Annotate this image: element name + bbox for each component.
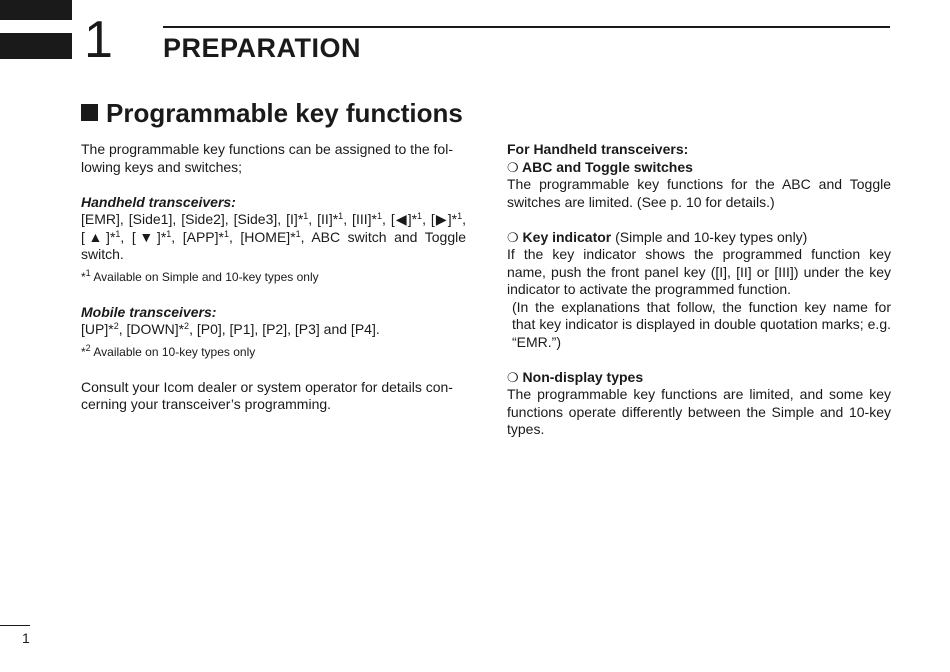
key-text: , [◀]	[381, 211, 412, 227]
circle-bullet-icon: ❍	[507, 369, 519, 385]
page-number: 1	[22, 630, 30, 646]
consult-paragraph	[81, 379, 466, 414]
footnote-ref: *	[451, 211, 458, 227]
header-rule	[163, 26, 890, 28]
intro-paragraph	[81, 141, 466, 176]
footnote-num: 1	[166, 228, 172, 239]
footnote-ref: *	[411, 211, 418, 227]
mobile-heading: Mobile transceivers:	[81, 303, 217, 320]
key-text: , [▼]	[120, 228, 161, 245]
consult-line-1: Consult your Icom dealer or system operator for details con-	[81, 378, 453, 395]
abc-title-text: ABC and Toggle switches	[522, 158, 693, 175]
circle-bullet-icon: ❍	[507, 229, 519, 245]
right-column	[507, 141, 891, 439]
footnote-ref: *	[178, 321, 185, 337]
circle-bullet-icon: ❍	[507, 159, 519, 175]
abc-title	[507, 159, 891, 177]
footnote-text: Available on 10-key types only	[90, 344, 256, 359]
footnote-num: 1	[115, 228, 121, 239]
section-title-text: Programmable key functions	[106, 98, 463, 128]
key-text: ,	[462, 211, 467, 227]
key-text: , [APP]	[171, 228, 219, 245]
non-display-text: The programmable key functions are limited, and some key functions operate differently between the Simple and 10-key types.	[507, 386, 891, 437]
key-text: , [II]	[308, 211, 333, 227]
section-title	[81, 98, 463, 129]
footnote-mark-num: 2	[85, 342, 91, 353]
non-display-title	[507, 369, 891, 387]
footnote-mark: *	[81, 344, 86, 359]
square-bullet-icon	[81, 104, 98, 121]
key-text: , [▶]	[422, 211, 452, 227]
footnote-num: 1	[295, 228, 301, 239]
intro-line-2: lowing keys and switches;	[81, 158, 243, 175]
footnote-ref: *	[160, 228, 167, 245]
left-column	[81, 141, 466, 414]
footnote-ref: *	[297, 211, 304, 227]
footnote-num: 2	[113, 321, 119, 331]
key-text: [EMR], [Side1], [Side2], [Side3], [I]	[81, 211, 298, 227]
key-text: , ABC switch and Toggle switch.	[81, 228, 467, 262]
key-indicator-title-text: Key indicator	[522, 228, 612, 245]
page-number-rule	[0, 625, 30, 626]
key-text: , [DOWN]	[118, 321, 179, 337]
footnote-2	[81, 344, 466, 362]
non-display-title-text: Non-display types	[522, 368, 644, 385]
footnote-num: 1	[223, 228, 229, 239]
footnote-ref: *	[290, 228, 296, 245]
footnote-mark-num: 1	[85, 267, 91, 278]
key-text: , [III]	[343, 211, 372, 227]
key-indicator-title	[507, 229, 891, 247]
footnote-ref: *	[218, 228, 224, 245]
footnote-1	[81, 269, 466, 287]
right-heading: For Handheld transceivers:	[507, 141, 689, 157]
handheld-heading: Handheld transceivers:	[81, 193, 236, 210]
key-text: [UP]	[81, 321, 109, 337]
consult-line-2: cerning your transceiver’s programming.	[81, 396, 332, 412]
abc-text: The programmable key functions for the ABC and Toggle switches are limited. (See p. 10 for details.)	[507, 176, 891, 210]
footnote-num: 2	[184, 321, 190, 331]
key-text: , [HOME]	[228, 228, 291, 245]
intro-line-1: The programmable key functions can be assigned to the fol-	[81, 141, 453, 157]
key-indicator-suffix: (Simple and 10-key types only)	[611, 228, 808, 245]
footnote-ref: *	[108, 321, 114, 337]
mobile-keys	[81, 321, 466, 339]
handheld-keys	[81, 211, 466, 264]
key-indicator-text: If the key indicator shows the programmed function key name, push the front panel key ([I], [II] or [III]) under the key indicator to activate the programmed function.	[507, 246, 891, 297]
footnote-ref: *	[109, 228, 116, 245]
key-indicator-paren: (In the explanations that follow, the function key name for that key indicator is displayed in double quotation marks; e.g. “EMR.”)	[512, 298, 891, 350]
chapter-title: PREPARATION	[163, 33, 362, 63]
footnote-mark: *	[81, 269, 86, 284]
chapter-tab-bottom	[0, 33, 72, 59]
chapter-tab-top	[0, 0, 72, 20]
footnote-ref: *	[371, 211, 377, 227]
footnote-num: 1	[376, 211, 382, 221]
chapter-number: 1	[84, 11, 113, 69]
footnote-ref: *	[332, 211, 339, 227]
key-text: , [P0], [P1], [P2], [P3] and [P4].	[189, 321, 380, 337]
footnote-text: Available on Simple and 10-key types only	[90, 269, 319, 284]
footnote-num: 1	[457, 211, 463, 221]
footnote-num: 1	[303, 211, 309, 221]
footnote-num: 1	[417, 211, 423, 221]
footnote-num: 1	[338, 211, 344, 221]
key-text: [▲]	[81, 228, 110, 245]
